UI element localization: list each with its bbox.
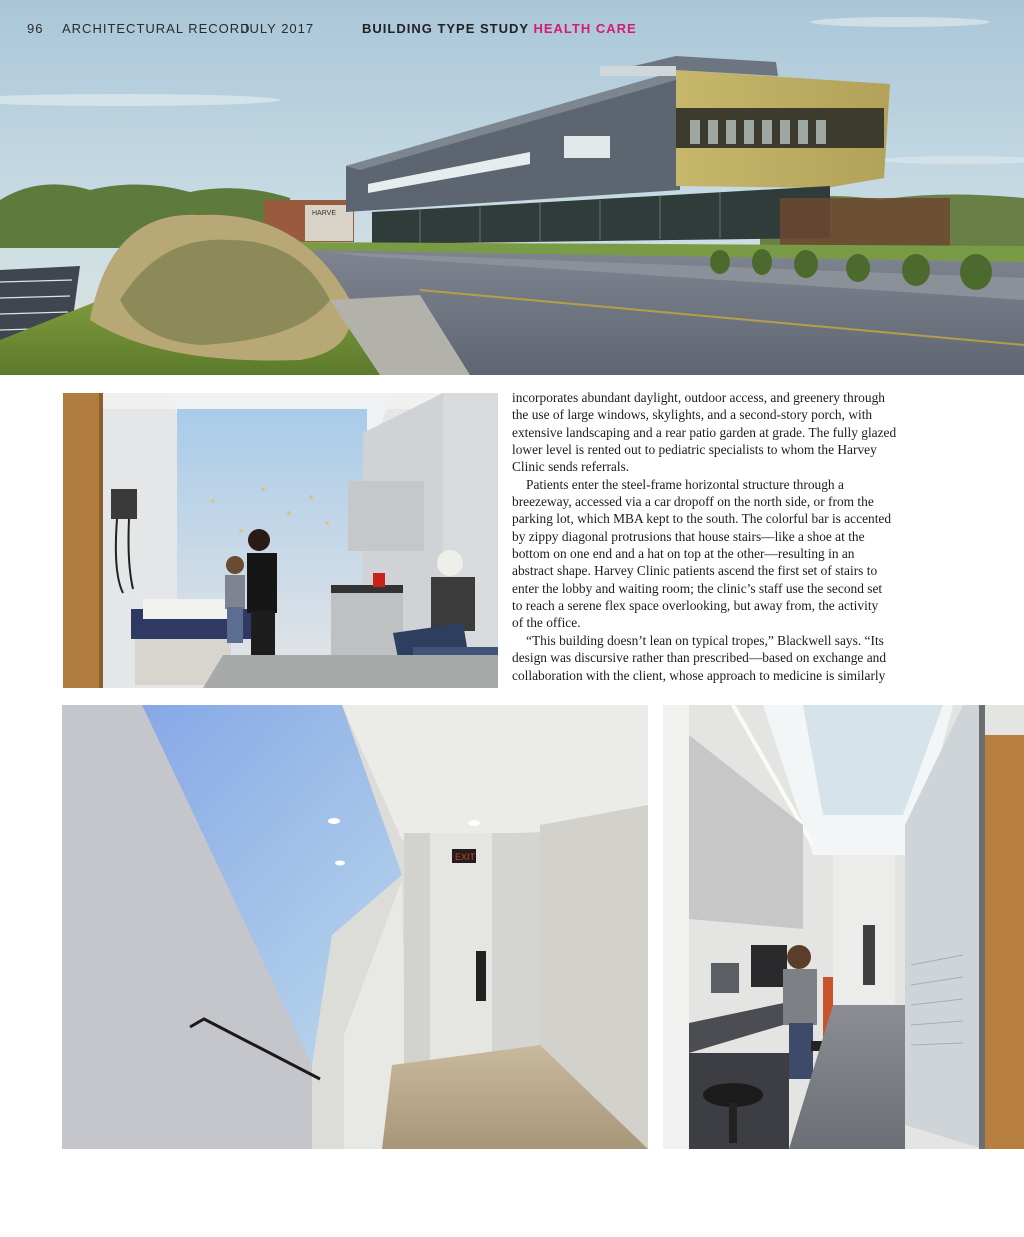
body-line: Patients enter the steel-frame horizontal structure through a bbox=[526, 476, 844, 492]
body-line: extensive landscaping and a rear patio garden at grade. The fully glazed bbox=[512, 424, 897, 440]
page-number: 96 bbox=[27, 21, 44, 36]
article-body-text bbox=[512, 389, 952, 684]
issue-date: JULY 2017 bbox=[242, 21, 315, 36]
body-line: Clinic sends referrals. bbox=[512, 459, 630, 475]
body-line: of the office. bbox=[512, 615, 581, 631]
hero-photo-building-exterior bbox=[0, 0, 1024, 375]
section-topic: HEALTH CARE bbox=[533, 21, 637, 36]
body-line: “This building doesn’t lean on typical tropes,” Blackwell says. “Its bbox=[526, 632, 884, 648]
body-line: enter the lobby and waiting room; the clinic’s staff use the second set bbox=[512, 580, 883, 596]
body-line: collaboration with the client, whose approach to medicine is similarly bbox=[512, 667, 886, 683]
exit-sign-text: EXIT bbox=[455, 852, 476, 862]
publication-name: ARCHITECTURAL RECORD bbox=[62, 21, 251, 36]
section-label: BUILDING TYPE STUDY bbox=[362, 21, 529, 36]
photo-staff-workspace bbox=[663, 705, 1024, 1149]
body-line: bottom on one end and a hat on top at the other—resulting in an bbox=[512, 546, 855, 562]
body-line: design was discursive rather than prescribed—based on exchange and bbox=[512, 650, 887, 666]
body-line: the use of large windows, skylights, and a second-story porch, with bbox=[512, 407, 873, 423]
body-line: parking lot, which MBA kept to the south. The colorful bar is accented bbox=[512, 511, 892, 527]
photo-stairwell-hallway bbox=[62, 705, 648, 1149]
section-head bbox=[362, 21, 637, 36]
body-line: abstract shape. Harvey Clinic patients ascend the first set of stairs to bbox=[512, 563, 878, 579]
body-line: lower level is rented out to pediatric specialists to whom the Harvey bbox=[512, 442, 877, 458]
body-line: by zippy diagonal protrusions that house stairs—like a shoe at the bbox=[512, 528, 865, 544]
hero-sign-text: HARVE bbox=[312, 210, 336, 217]
body-line: breezeway, accessed via a car dropoff on the north side, or from the bbox=[512, 494, 874, 510]
body-line: incorporates abundant daylight, outdoor access, and greenery through bbox=[512, 390, 885, 405]
photo-exam-room bbox=[63, 393, 498, 688]
body-line: to reach a serene flex space overlooking, but away from, the activity bbox=[512, 598, 879, 614]
